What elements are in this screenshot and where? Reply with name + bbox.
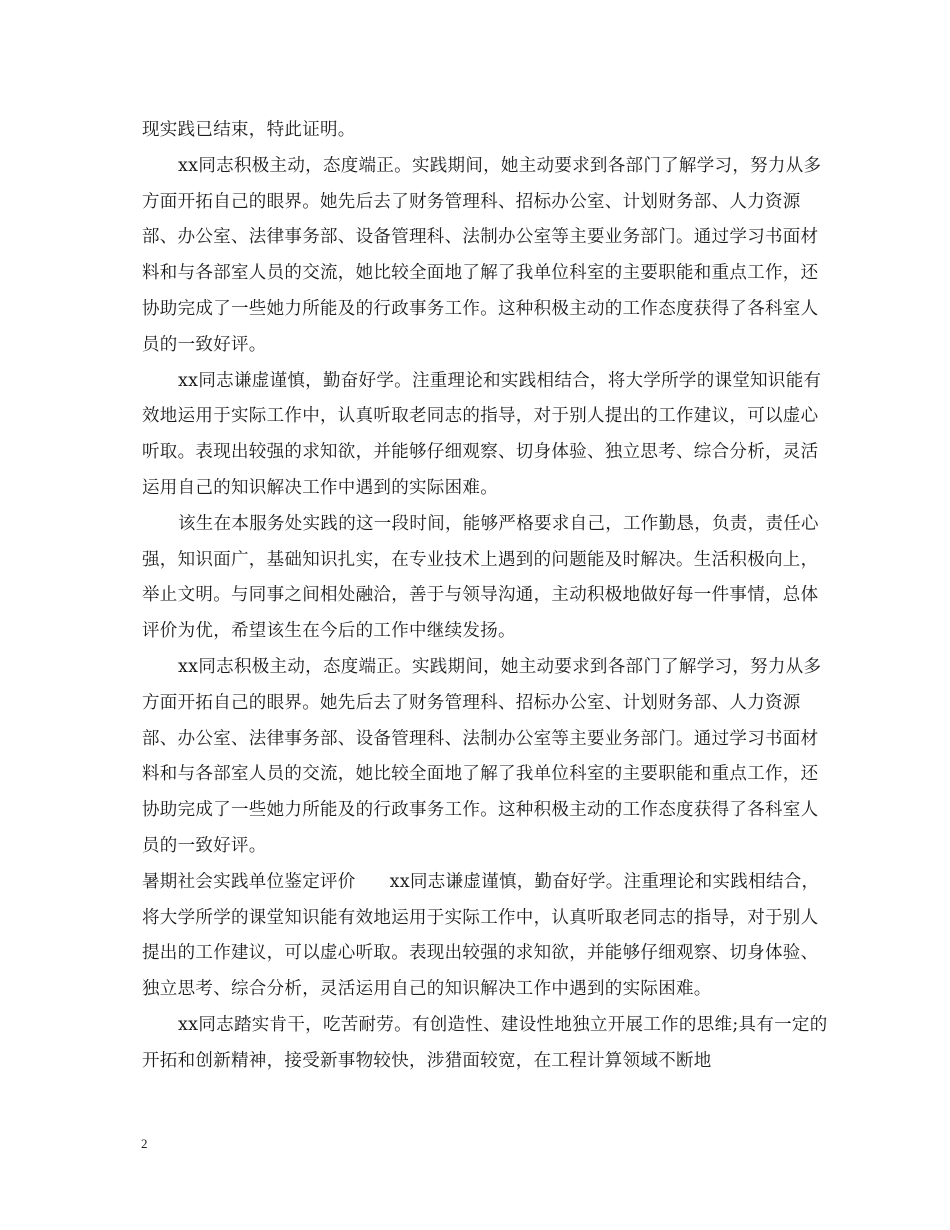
page-number: 2: [141, 1136, 148, 1151]
paragraph-2: xx同志积极主动，态度端正。实践期间，她主动要求到各部门了解学习，努力从多方面开拓自己的眼界。她先后去了财务管理科、招标办公室、计划财务部、人力资源部、办公室、法律事务部、设备管理科、法制办公室等主要业务部门。通过学习书面材料和与各部室人员的交流，她比较全面地了解了我单位科室的主要职能和重点工作，还协助完成了一些她力所能及的行政事务工作。这种积极主动的工作态度获得了各科室人员的一致好评。: [142, 155, 822, 355]
paragraph-5: xx同志积极主动，态度端正。实践期间，她主动要求到各部门了解学习，努力从多方面开拓自己的眼界。她先后去了财务管理科、招标办公室、计划财务部、人力资源部、办公室、法律事务部、设备管理科、法制办公室等主要业务部门。通过学习书面材料和与各部室人员的交流，她比较全面地了解了我单位科室的主要职能和重点工作，还协助完成了一些她力所能及的行政事务工作。这种积极主动的工作态度获得了各科室人员的一致好评。: [142, 656, 822, 856]
paragraph-1: 现实践已结束，特此证明。: [142, 120, 356, 140]
paragraph-7: xx同志踏实肯干，吃苦耐劳。有创造性、建设性地独立开展工作的思维;具有一定的开拓和创新精神，接受新事物较快，涉猎面较宽，在工程计算领域不断地: [142, 1014, 828, 1071]
heading-paragraph-text: xx同志谦虚谨慎，勤奋好学。注重理论和实践相结合，将大学所学的课堂知识能有效地运用于实际工作中，认真听取老同志的指导，对于别人提出的工作建议，可以虚心听取。表现出较强的求知欲，并能够仔细观察、切身体验、独立思考、综合分析，灵活运用自己的知识解决工作中遇到的实际困难。: [142, 871, 820, 1000]
paragraph-4: 该生在本服务处实践的这一段时间，能够严格要求自己，工作勤恳，负责，责任心强，知识面广，基础知识扎实，在专业技术上遇到的问题能及时解决。生活积极向上，举止文明。与同事之间相处融洽，善于与领导沟通，主动积极地做好每一件事情，总体评价为优，希望该生在今后的工作中继续发扬。: [142, 513, 819, 642]
inline-heading: 暑期社会实践单位鉴定评价: [142, 871, 356, 892]
paragraph-6: [142, 865, 832, 1008]
paragraph-3: xx同志谦虚谨慎，勤奋好学。注重理论和实践相结合，将大学所学的课堂知识能有效地运用于实际工作中，认真听取老同志的指导，对于别人提出的工作建议，可以虚心听取。表现出较强的求知欲，并能够仔细观察、切身体验、独立思考、综合分析，灵活运用自己的知识解决工作中遇到的实际困难。: [142, 370, 822, 498]
document-body: [142, 113, 832, 1080]
